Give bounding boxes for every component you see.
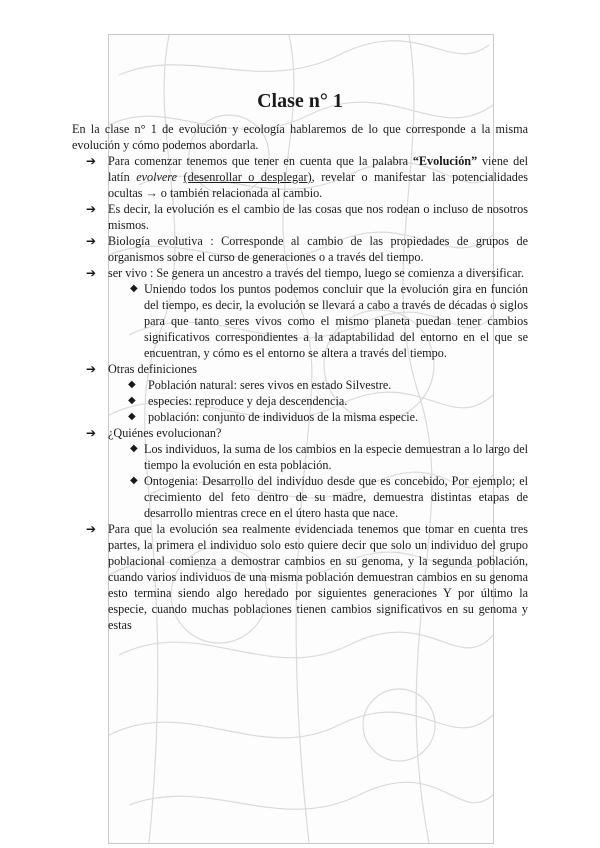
arrow-icon: ➔ bbox=[86, 154, 97, 168]
sub-list-item: ◆ especies: reproduce y deja descendencia. bbox=[128, 394, 348, 408]
sub-list-item: ◆ Uniendo todos los puntos podemos concluir que la evolución gira en función del tiempo, es decir, la evolución se llevará a cabo a través de décadas o siglos para que tanto seres vivos como el mismo planeta puedan tener cambios significativos correspondientes a la adaptabilidad del entorno en el que se encuentran, y cómo es el entorno se altera a través del tiempo. bbox=[130, 282, 528, 360]
arrow-icon: ➔ bbox=[86, 362, 97, 376]
arrow-icon: ➔ bbox=[86, 234, 97, 248]
list-item: ➔ ser vivo : Se genera un ancestro a través del tiempo, luego se comienza a diversificar. bbox=[86, 266, 524, 280]
sub-list-item: ◆ Población natural: seres vivos en estado Silvestre. bbox=[128, 378, 392, 392]
diamond-bullet-icon: ◆ bbox=[130, 283, 138, 294]
sub-list-item: ◆ Los individuos, la suma de los cambios en la especie demuestran a lo largo del tiempo la evolución en esta población. bbox=[130, 442, 528, 472]
list-item: ➔ Biología evolutiva : Corresponde al cambio de las propiedades de grupos de organismos sobre el curso de generaciones o a través del tiempo. bbox=[86, 234, 528, 264]
list-item: ➔ ¿Quiénes evolucionan? bbox=[86, 426, 222, 440]
arrow-icon: ➔ bbox=[86, 426, 97, 440]
page-title: Clase n° 1 bbox=[257, 90, 343, 112]
diamond-bullet-icon: ◆ bbox=[130, 443, 138, 454]
diamond-bullet-icon: ◆ bbox=[130, 475, 138, 486]
sub-list-item: ◆ Ontogenia: Desarrollo del individuo desde que es concebido, Por ejemplo; el crecimiento del feto dentro de su madre, demuestra distintas etapas de desarrollo mientras crece en el útero hasta que nace. bbox=[130, 474, 528, 520]
diamond-bullet-icon: ◆ bbox=[128, 411, 136, 422]
arrow-icon: ➔ bbox=[86, 266, 97, 280]
intro-paragraph: En la clase n° 1 de evolución y ecología hablaremos de lo que corresponde a la misma evolución y cómo podemos abordarla. bbox=[72, 122, 528, 152]
list-item: ➔ Es decir, la evolución es el cambio de las cosas que nos rodean o incluso de nosotros mismos. bbox=[86, 202, 528, 232]
list-item: ➔ Para que la evolución sea realmente evidenciada tenemos que tomar en cuenta tres partes, la primera el individuo solo esto quiere decir que solo un individuo del grupo poblacional comienza a demostrar cambios en su genoma, y la segunda población, cuando varios individuos de una misma población demuestran cambios en su genoma esto termina siendo algo heredado por siguientes generaciones Y por último la especie, cuando muchas poblaciones tienen cambios significativos en su genoma y estas bbox=[86, 522, 528, 632]
document-body bbox=[72, 90, 528, 633]
diamond-bullet-icon: ◆ bbox=[128, 379, 136, 390]
sub-list-item: ◆ población: conjunto de individuos de la misma especie. bbox=[128, 410, 419, 424]
diamond-bullet-icon: ◆ bbox=[128, 395, 136, 406]
list-item: ➔ Otras definiciones bbox=[86, 362, 198, 376]
arrow-icon: ➔ bbox=[86, 522, 97, 536]
list-item: ➔ Para comenzar tenemos que tener en cuenta que la palabra “Evolución” viene del latín evolvere (desenrollar o desplegar), revelar o manifestar las potencialidades ocultas → o también relacionada al cambio. bbox=[86, 154, 528, 200]
arrow-icon: ➔ bbox=[86, 202, 97, 216]
